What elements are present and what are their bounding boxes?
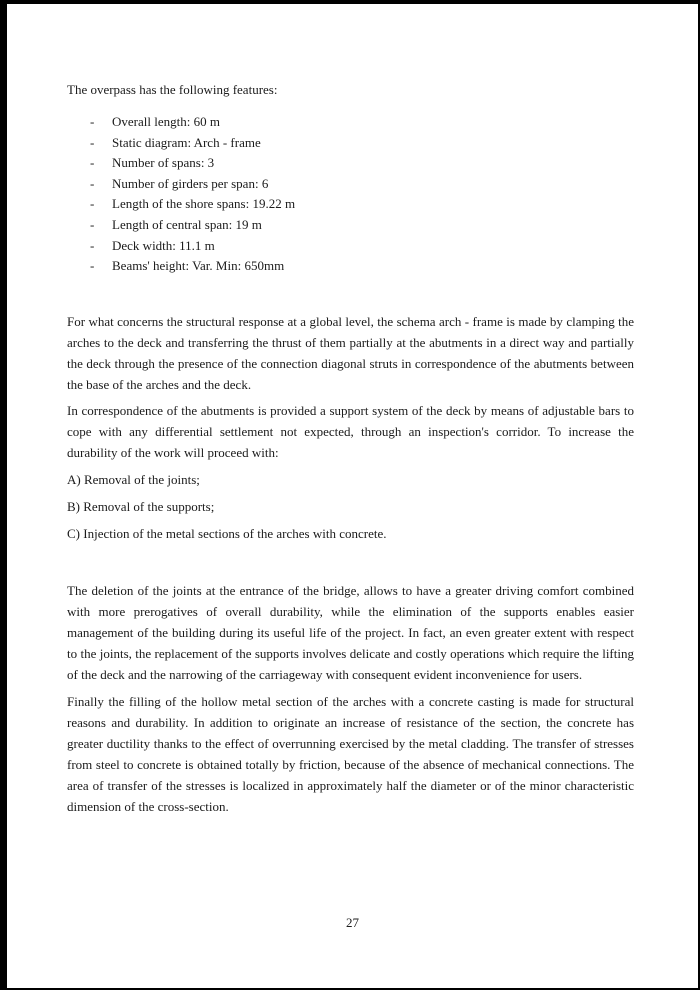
list-item-text: Length of the shore spans: 19.22 m — [112, 196, 296, 212]
intro-line: The overpass has the following features: — [67, 82, 278, 97]
page-content — [7, 4, 698, 817]
list-item — [90, 194, 634, 215]
paragraph-concrete-filling: Finally the filling of the hollow metal section of the arches with a concrete casting is made for structural reasons and durability. In addition to originate an increase of resistance of the section, the concrete has greater ductility thanks to the effect of overrunning exercised by the metal cladding. The transfer of stresses from steel to concrete is obtained totally by friction, because of the absence of mechanical connections. The area of transfer of the stresses is localized in approximately half the diameter or of the minor characteristic dimension of the cross-section. — [67, 693, 634, 814]
list-item-text: Beams' height: Var. Min: 650mm — [112, 258, 285, 274]
list-item — [90, 215, 634, 236]
lettered-item-c: C) Injection of the metal sections of the arches with concrete. — [67, 525, 387, 541]
bullet-dash: - — [90, 196, 95, 212]
list-item — [90, 112, 634, 133]
list-item — [90, 133, 634, 154]
paragraph-support-system: In correspondence of the abutments is provided a support system of the deck by means of adjustable bars to cope with any differential settlement not expected, through an inspection's corridor. To increase the durability of the work will proceed with: — [67, 402, 634, 460]
page-number: 27 — [346, 915, 359, 930]
bullet-dash: - — [90, 258, 95, 274]
list-item — [90, 236, 634, 257]
list-item-text: Static diagram: Arch - frame — [112, 134, 261, 150]
list-item — [90, 174, 634, 195]
list-item — [90, 153, 634, 174]
list-item-text: Number of girders per span: 6 — [112, 175, 269, 191]
features-list — [67, 112, 634, 277]
bullet-dash: - — [90, 155, 95, 171]
lettered-item-b: B) Removal of the supports; — [67, 498, 215, 514]
bullet-dash: - — [90, 237, 95, 253]
list-item — [90, 256, 634, 277]
bullet-dash: - — [90, 134, 95, 150]
bullet-dash: - — [90, 216, 95, 232]
lettered-item-a: A) Removal of the joints; — [67, 471, 200, 487]
list-item-text: Length of central span: 19 m — [112, 216, 262, 232]
paragraph-structural-response: For what concerns the structural response at a global level, the schema arch - frame is made by clamping the arches to the deck and transferring the thrust of them partially at the abutments in a direct way and partially the deck through the presence of the connection diagonal struts in correspondence of the abutments between the base of the arches and the deck. — [67, 313, 634, 392]
list-item-text: Deck width: 11.1 m — [112, 237, 215, 253]
document-page — [7, 4, 698, 988]
bullet-dash: - — [90, 175, 95, 191]
list-item-text: Number of spans: 3 — [112, 155, 215, 171]
paragraph-joints-deletion: The deletion of the joints at the entrance of the bridge, allows to have a greater driving comfort combined with more prerogatives of overall durability, while the elimination of the supports enables easier management of the building during its useful life of the project. In fact, an even greater extent with respect to the joints, the replacement of the supports involves delicate and costly operations which require the lifting of the deck and the narrowing of the carriageway with consequent evident inconvenience for users. — [67, 582, 634, 682]
bullet-dash: - — [90, 114, 95, 129]
list-item-text: Overall length: 60 m — [112, 114, 220, 129]
